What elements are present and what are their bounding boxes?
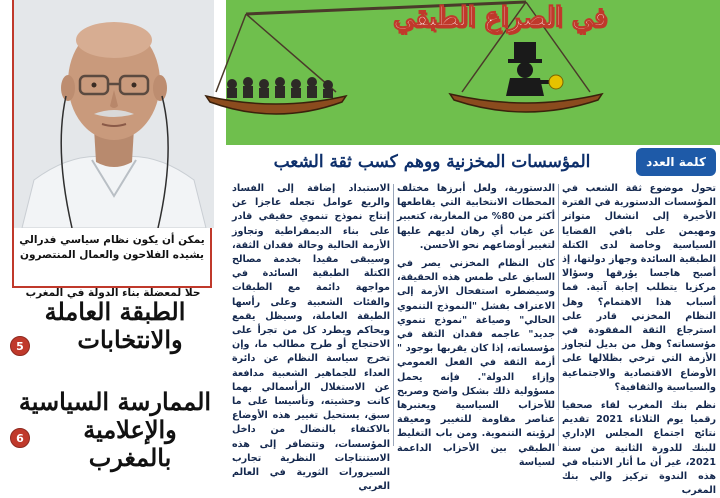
column-divider: [558, 184, 559, 446]
article-headline-bar: [226, 148, 720, 178]
article-column-middle: [397, 182, 555, 468]
article-paragraph: الاستبداد إضافة إلى الفساد والريع عوامل تجعله عاجزا عن إنتاج نموذج تنموي حقيقي قادر على بناء الديمقراطية وتجاوز الأزمة الحالية وحالة فقدان الثقة، وسيبقى مقيدا بخدمة مصالح الكتلة الطبقية السائدة في مواجهة دائمة مع الطبقات والفئات الشعبية وعلى رأسها الطبقة العاملة، وسيظل يقمع ويحاكم ويطرد كل من تجرأ على الاحتجاج أو طرح مطالب ما، وإن تخرج سياسة النظام عن دائرة العداء للجماهير الشعبية مدافعة عن الاستغلال الرأسمالي بهما كانت وحشيته، وتأسيسا على ما سبق، يستحيل تغيير هذه الأوضاع بالاكتفاء بالنضال من داخل المؤسسات، وتتضافر إلى هذه الاستنتاجات النظرية تجارب السيرورات الثورية في العالم العربي: [232, 183, 390, 493]
photo-caption: [12, 228, 212, 288]
article-column-left: [232, 182, 390, 493]
column-divider: [393, 184, 394, 446]
caption-line-1: يمكن أن يكون نظام سياسي فدرالي: [19, 234, 205, 246]
page-number-badge-5: 5: [10, 336, 30, 356]
editorial-tag: كلمة العدد: [636, 148, 716, 176]
caption-line-3: حلا لمعضلة بناء الدولة في المغرب: [25, 287, 201, 299]
article-headline[interactable]: المؤسسات المخزنية ووهم كسب ثقة الشعب: [273, 152, 591, 172]
teaser-a-line-2: والانتخابات: [77, 325, 183, 354]
left-column: [0, 0, 226, 472]
article-paragraph: الدستورية، ولعل أبرزها مختلف المحطات الانتخابية التي يقاطعها أكثر من 80% من المغاربة، كتعبير عن غياب أي رهان لديهم عليها لتغيير أوضاعهم نحو الأحسن.: [397, 183, 555, 251]
article-paragraph: نظم بنك المغرب لقاء صحفيا رقميا يوم الثلاثاء 2021 تقديم نتائج اجتماع المجلس الإداري للبنك للدورة الثانية من سنة 2021، غير أن ما أثار الانتباه في هذه الندوة تركيز والي بنك المغرب: [562, 400, 717, 497]
article-paragraph: كان النظام المخزني يصر في السابق على طمس هذه الحقيقة، وسيضطره استفحال الأزمة إلى الاعتراف بفشل "النموذج التنموي الحالي" وصياغة "نموذج تنموي جديد" عاجمه فقدان الثقة في مؤسساته، إذا كان يقربها بوجود " أزمة الثقة في الفعل العمومي وإزاء الدولة". فإنه يحمل مسؤولية ذلك بشكل واضح وصريح للأحزاب السياسية ويعتبرها عناصر مقاومة للتغيير ومعيقة لرؤيته التنموية. ومن باب التغليط الطبقي بين الأحزاب الداعمة لسياسة: [397, 258, 555, 468]
teaser-heading-working-class[interactable]: [10, 298, 220, 354]
teaser-b-line-2: والإعلامية بالمغرب: [83, 415, 177, 472]
teaser-a-line-1: الطبقة العاملة: [44, 297, 186, 326]
banner-illustration: [226, 0, 720, 145]
portrait-photo: [12, 0, 212, 228]
teaser-b-line-1: الممارسة السياسية: [18, 387, 212, 416]
banner-title: في الصراع الطبقي: [392, 2, 608, 33]
article-paragraph: تحول موضوع ثقة الشعب في المؤسسات الدستورية في الفترة الأخيرة إلى انشغال متواتر ومهيمن على باقي القضايا السياسية وخاصة لدى الكتلة الطبقية السائدة وجهاز دولتها، إذ أصبح هاجسا يؤرقها وسؤالا مركزيا يتطلب إجابة آنية. فما أسباب هذا الاهتمام؟ وهل النظام المخزني قادر على استرجاع الثقة المفقودة في مؤسساته؟ وهل من بديل لتجاوز الأزمة التي ترخي بظلالها على الأوضاع الاقتصادية والاجتماعية والسياسية والثقافية؟: [562, 183, 716, 393]
portrait-illustration: [14, 0, 214, 228]
teaser-heading-political-practice[interactable]: [10, 388, 220, 472]
page-number-badge-6: 6: [10, 428, 30, 448]
article-column-right: [562, 182, 717, 497]
caption-line-2: يشيده الفلاحون والعمال المنتصرون: [20, 249, 204, 261]
